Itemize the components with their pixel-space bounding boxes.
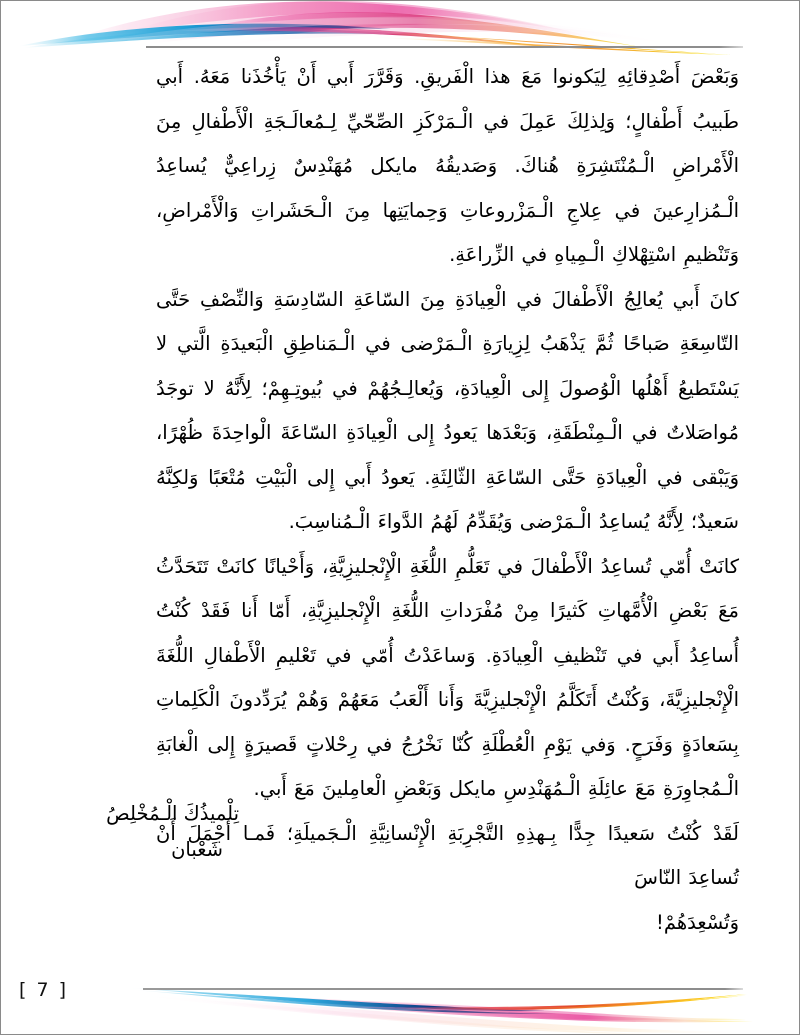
- paragraph-3: كانَتْ أُمّي تُساعِدُ الْأَطْفالَ في تَعَلُّمِ اللُّغَةِ الْإِنْجليزِيَّةِ، وَأَحْيانًا كانَتْ تَتَحَدَّثُ مَعَ بَعْضِ الْأُمَّهاتِ كَثيرًا مِنْ مُفْرَداتِ اللُّغَةِ الْإِنْجليزِيَّةِ، أَمّا أَنا فَقَدْ كُنْتُ أُساعِدُ أَبي في تَنْظيفِ الْعِيادَةِ. وَساعَدْتُ أُمّي في تَعْليمِ الْأَطْفالِ اللُّغَةَ الْإِنْجليزِيَّةَ، وَكُنْتُ أَتَكَلَّمُ الْإِنْجليزِيَّةَ وَأَنا أَلْعَبُ مَعَهُمْ وَهُمْ يُرَدِّدونَ الْكَلِماتِ بِسَعادَةٍ وَفَرَحٍ. وَفي يَوْمِ الْعُطْلَةِ كُنّا نَخْرُجُ في رِحْلاتٍ قَصيرَةٍ إِلى الْغابَةِ الْـمُجاوِرَةِ مَعَ عائِلَةِ الْـمُهَنْدِسِ مايكل وَبَعْضِ الْعامِلينَ مَعَ أَبي.: [156, 554, 739, 800]
- footer-divider-rule: [143, 988, 743, 990]
- header-divider-rule: [146, 46, 743, 48]
- page-number: [ 7 ]: [19, 979, 68, 1001]
- page-body: [156, 55, 739, 945]
- signature-closing-label: تِلْميذُكَ الْـمُخْلِصُ: [106, 802, 239, 825]
- paragraph-1: وَبَعْضَ أَصْدِقائِهِ لِيَكونوا مَعَ هذا الْفَريقِ. وَقَرَّرَ أَبي أَنْ يَأْخُذَنا مَعَهُ. أَبي طَبيبُ أَطْفالٍ؛ وَلِذلِكَ عَمِلَ في الْـمَرْكَزِ الصِّحّيِّ لِـمُعالَـجَةِ الْأَطْفالِ مِنَ الْأَمْراضِ الْـمُنْتَشِرَةِ هُناكَ. وَصَديقُهُ مايكل مُهَنْدِسٌ زِراعِيٌّ يُساعِدُ الْـمُزارِعينَ في عِلاجِ الْـمَزْروعاتِ وَحِمايَتِها مِنَ الْـحَشَراتِ وَالْأَمْراضِ، وَتَنْظيمِ اسْتِهْلاكِ الْـمِياهِ في الزِّراعَةِ.: [156, 65, 739, 266]
- paragraph-4-tail: وَتُسْعِدَهُمْ!: [656, 910, 739, 934]
- paragraph-2: كانَ أَبي يُعالِجُ الْأَطْفالَ في الْعِيادَةِ مِنَ السّاعَةِ السّادِسَةِ وَالنِّصْفِ حَتَّى التّاسِعَةِ صَباحًا ثُمَّ يَذْهَبُ لِزِيارَةِ الْـمَرْضى في الْـمَناطِقِ الْبَعيدَةِ الَّتي لا يَسْتَطيعُ أَهْلُها الْوُصولَ إِلى الْعِيادَةِ، وَيُعالِـجُهُمْ في بُيوتِـهِمْ؛ لِأَنَّهُ لا توجَدُ مُواصَلاتٌ في الْـمِنْطَقَةِ، وَبَعْدَها يَعودُ إِلى الْعِيادَةِ السّاعَةَ الْواحِدَةَ ظُهْرًا، وَيَبْقى في الْعِيادَةِ حَتَّى السّاعَةِ الثّالِثَةِ. يَعودُ أَبي إِلى الْبَيْتِ مُتْعَبًا وَلكِنَّهُ سَعيدٌ؛ لِأَنَّهُ يُساعِدُ الْـمَرْضى وَيُقَدِّمُ لَهُمُ الدَّواءَ الْـمُناسِبَ.: [156, 287, 739, 533]
- header-ornament-band: [1, 1, 800, 61]
- footer-ornament-band: [1, 966, 800, 1035]
- header-ribbon-swoosh-icon: [1, 1, 800, 61]
- signature-block: [106, 796, 239, 868]
- footer-ribbon-swoosh-icon: [1, 966, 800, 1035]
- paragraph-4-closing: لَقَدْ كُنْتُ سَعيدًا جِدًّا بِـهذِهِ التَّجْرِبَةِ الْإِنْسانِيَّةِ الْـجَميلَةِ؛ فَمـا أَجْمَلَ أَنْ تُساعِدَ النّاسَ: [156, 821, 739, 889]
- signature-name: شَعْبان: [171, 838, 223, 861]
